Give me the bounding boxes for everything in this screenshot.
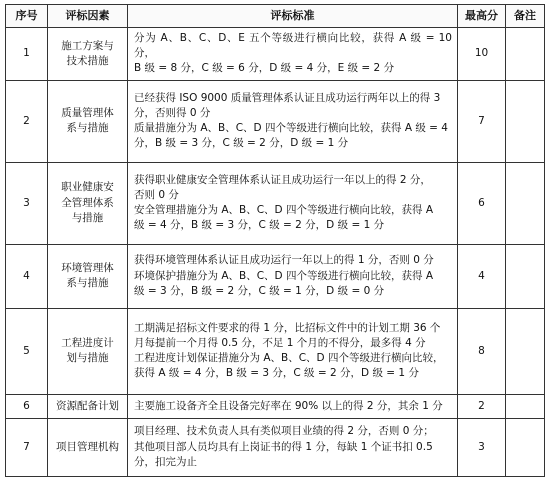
factor-line: 工程进度计 — [61, 336, 114, 349]
criteria-line: 级 = 3 分，B 级 = 2 分，C 级 = 1 分，D 级 = 0 分 — [134, 284, 385, 297]
evaluation-factor — [48, 244, 128, 308]
evaluation-factor — [48, 80, 128, 162]
max-score: 8 — [458, 308, 506, 394]
row-number: 2 — [6, 80, 48, 162]
criteria-line: 分，B 级 = 3 分，C 级 = 2 分，D 级 = 1 分 — [134, 137, 349, 150]
remark-cell — [506, 394, 545, 418]
criteria-line: 否则 0 分 — [134, 188, 179, 201]
factor-line: 环境管理体 — [61, 261, 114, 274]
evaluation-factor — [48, 418, 128, 476]
remark-cell — [506, 80, 545, 162]
header-row — [6, 5, 545, 28]
max-score: 3 — [458, 418, 506, 476]
remark-cell — [506, 28, 545, 81]
evaluation-criteria — [128, 162, 458, 244]
evaluation-factor — [48, 28, 128, 81]
criteria-line: 工期满足招标文件要求的得 1 分，比招标文件中的计划工期 36 个 — [134, 321, 441, 334]
factor-line: 全管理体系 — [61, 196, 114, 209]
evaluation-criteria — [128, 394, 458, 418]
row-number: 6 — [6, 394, 48, 418]
criteria-line: 分，扣完为止 — [134, 455, 197, 468]
evaluation-criteria — [128, 244, 458, 308]
factor-line: 质量管理体 — [61, 106, 114, 119]
table-row — [6, 244, 545, 308]
factor-line: 施工方案与 — [61, 39, 114, 52]
header-remark: 备注 — [506, 5, 545, 28]
evaluation-factor — [48, 308, 128, 394]
evaluation-factor — [48, 162, 128, 244]
row-number: 4 — [6, 244, 48, 308]
max-score: 2 — [458, 394, 506, 418]
factor-line: 项目管理机构 — [56, 440, 119, 453]
evaluation-criteria — [128, 308, 458, 394]
header-factor: 评标因素 — [48, 5, 128, 28]
table-row — [6, 28, 545, 81]
criteria-line: 质量措施分为 A、B、C、D 四个等级进行横向比较，获得 A 级 = 4 — [134, 122, 448, 135]
criteria-line: 获得职业健康安全管理体系认证且成功运行一年以上的得 2 分， — [134, 173, 431, 186]
row-number: 3 — [6, 162, 48, 244]
row-number: 5 — [6, 308, 48, 394]
criteria-line: 环境保护措施分为 A、B、C、D 四个等级进行横向比较，获得 A — [134, 269, 433, 282]
max-score: 4 — [458, 244, 506, 308]
criteria-line: 获得 A 级 = 4 分，B 级 = 3 分，C 级 = 2 分，D 级 = 1 分 — [134, 367, 419, 380]
table-row — [6, 80, 545, 162]
factor-line: 划与措施 — [66, 352, 109, 365]
evaluation-criteria — [128, 80, 458, 162]
factor-line: 与措施 — [71, 211, 104, 224]
scoring-table — [5, 4, 545, 477]
max-score: 6 — [458, 162, 506, 244]
header-criteria: 评标标准 — [128, 5, 458, 28]
header-max-score: 最高分 — [458, 5, 506, 28]
criteria-line: 已经获得 ISO 9000 质量管理体系认证且成功运行两年以上的得 3 — [134, 91, 441, 104]
evaluation-factor — [48, 394, 128, 418]
factor-line: 资源配备计划 — [56, 399, 119, 412]
criteria-line: B 级 = 8 分，C 级 = 6 分，D 级 = 4 分，E 级 = 2 分 — [134, 62, 395, 75]
remark-cell — [506, 244, 545, 308]
table-row — [6, 162, 545, 244]
remark-cell — [506, 418, 545, 476]
factor-line: 职业健康安 — [61, 181, 114, 194]
table-row — [6, 308, 545, 394]
header-no: 序号 — [6, 5, 48, 28]
criteria-line: 获得环境管理体系认证且成功运行一年以上的得 1 分，否则 0 分 — [134, 254, 434, 267]
factor-line: 系与措施 — [66, 122, 109, 135]
criteria-line: 分为 A、B、C、D、E 五个等级进行横向比较，获得 A 级 = 10 分， — [134, 32, 452, 60]
evaluation-criteria — [128, 28, 458, 81]
criteria-line: 分，否则得 0 分 — [134, 106, 211, 119]
evaluation-criteria — [128, 418, 458, 476]
max-score: 7 — [458, 80, 506, 162]
table-row — [6, 418, 545, 476]
factor-line: 技术措施 — [66, 54, 109, 67]
remark-cell — [506, 308, 545, 394]
row-number: 1 — [6, 28, 48, 81]
criteria-line: 项目经理、技术负责人具有类似项目业绩的得 2 分，否则 0 分； — [134, 425, 434, 438]
criteria-line: 工程进度计划保证措施分为 A、B、C、D 四个等级进行横向比较， — [134, 352, 444, 365]
criteria-line: 月每提前一个月得 0.5 分，不足 1 个月的不得分，最多得 4 分 — [134, 336, 426, 349]
criteria-line: 级 = 4 分，B 级 = 3 分，C 级 = 2 分，D 级 = 1 分 — [134, 219, 385, 232]
max-score: 10 — [458, 28, 506, 81]
criteria-line: 安全管理措施分为 A、B、C、D 四个等级进行横向比较，获得 A — [134, 204, 433, 217]
factor-line: 系与措施 — [66, 277, 109, 290]
row-number: 7 — [6, 418, 48, 476]
criteria-line: 主要施工设备齐全且设备完好率在 90% 以上的得 2 分，其余 1 分 — [134, 399, 443, 412]
table-row — [6, 394, 545, 418]
criteria-line: 其他项目部人员均具有上岗证书的得 1 分，每缺 1 个证书扣 0.5 — [134, 440, 433, 453]
remark-cell — [506, 162, 545, 244]
